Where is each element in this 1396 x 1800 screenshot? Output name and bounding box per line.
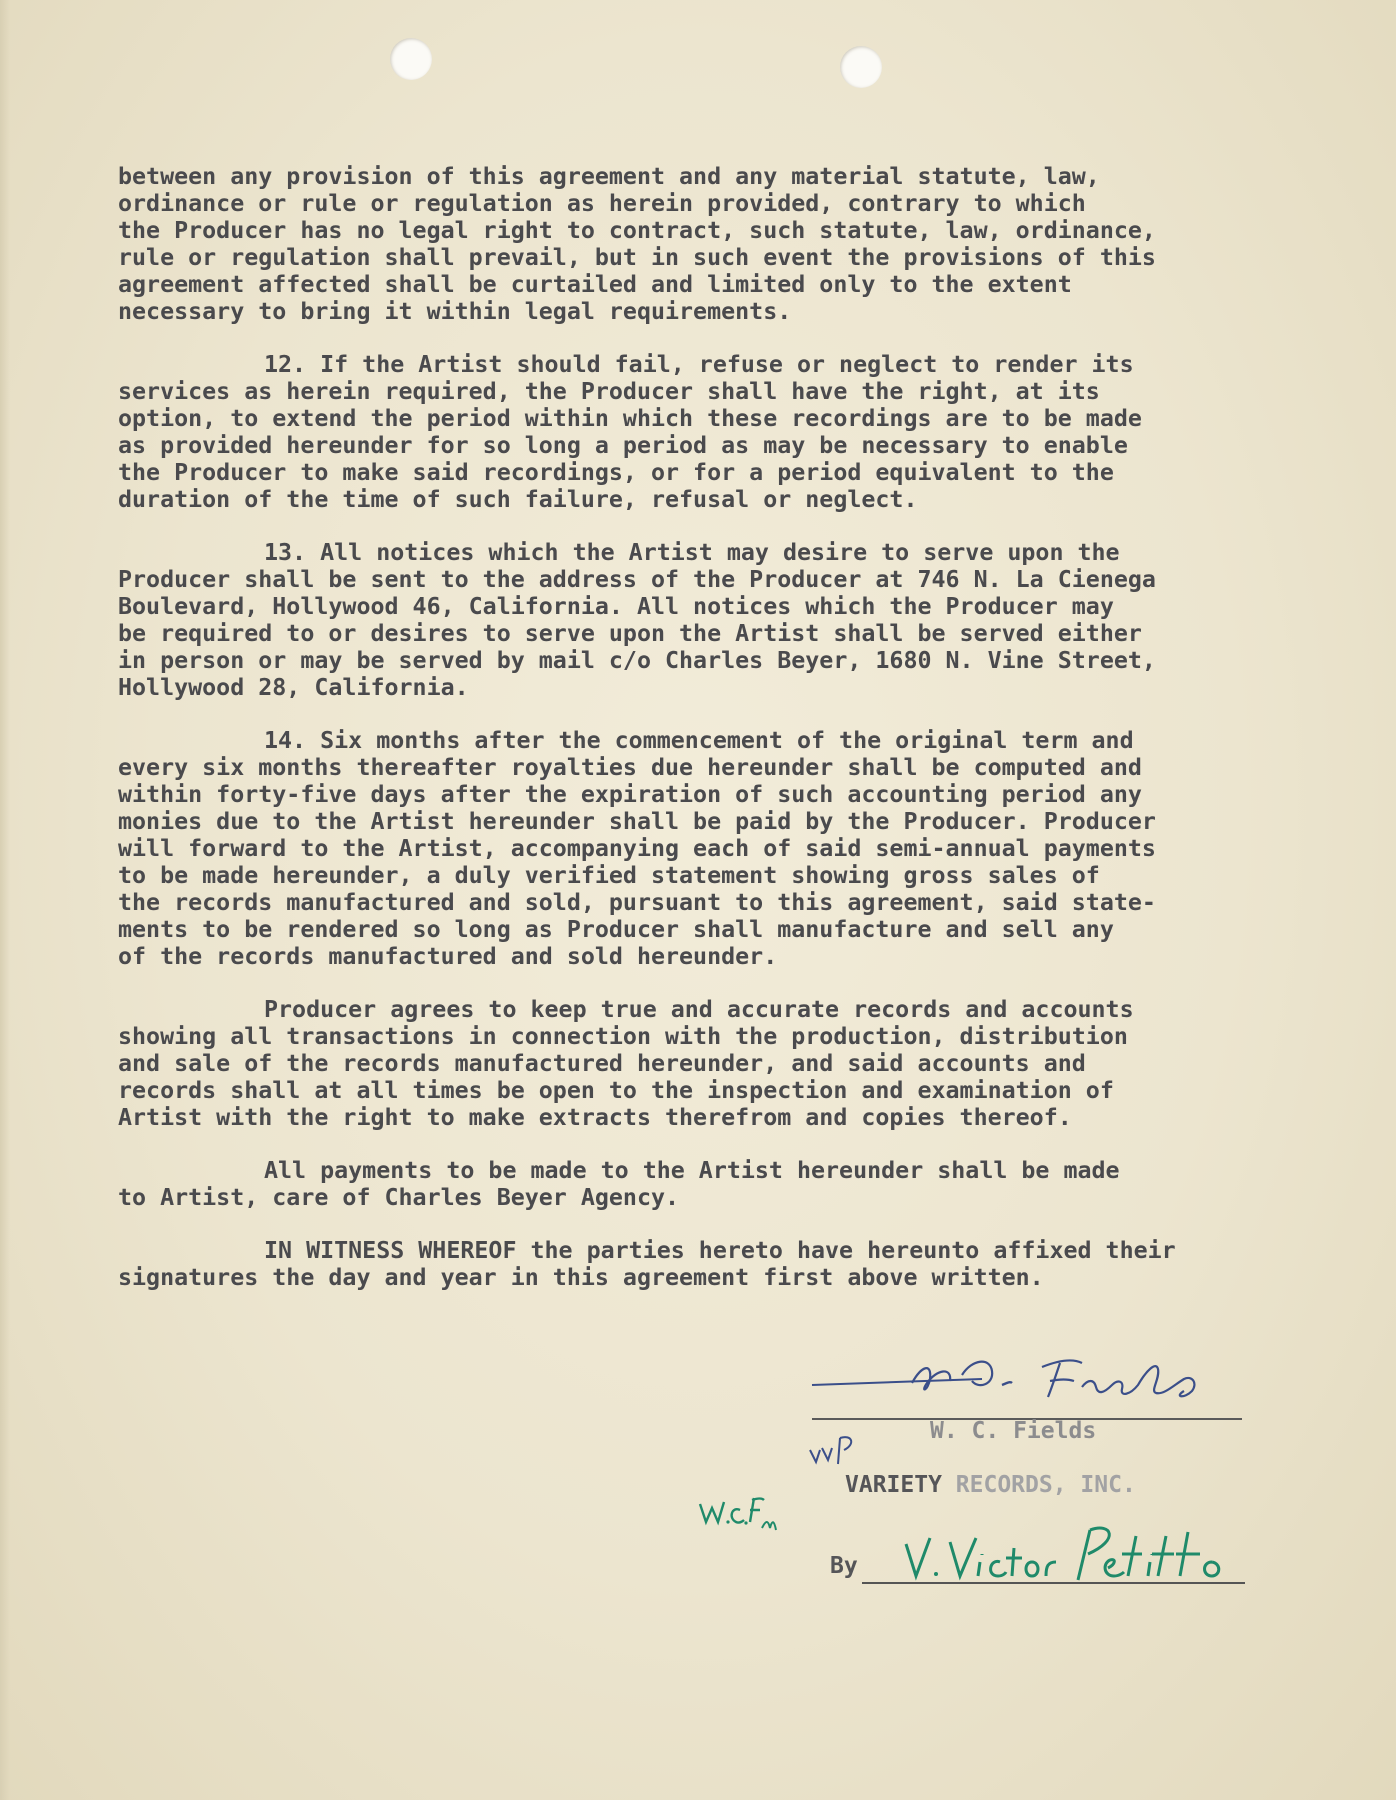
text-line: records shall at all times be open to the inspection and examination of <box>118 1077 1114 1104</box>
text-line: 13. All notices which the Artist may desire to serve upon the <box>264 539 1120 566</box>
paragraph <box>118 1237 1358 1291</box>
paragraph <box>118 996 1358 1131</box>
artist-name: W. C. Fields <box>930 1418 1097 1444</box>
text-line: and sale of the records manufactured hereunder, and said accounts and <box>118 1050 1086 1077</box>
text-line: Producer agrees to keep true and accurate records and accounts <box>264 996 1134 1023</box>
company-name-part1: VARIETY <box>845 1472 956 1498</box>
initials-green <box>698 1488 788 1538</box>
text-line: of the records manufactured and sold hereunder. <box>118 943 778 970</box>
text-line: ments to be rendered so long as Producer shall manufacture and sell any <box>118 916 1114 943</box>
text-line: ordinance or rule or regulation as herein provided, contrary to which <box>118 190 1086 217</box>
punch-hole <box>390 38 432 80</box>
company-signature-line <box>862 1582 1245 1584</box>
text-line: rule or regulation shall prevail, but in such event the provisions of this <box>118 244 1156 271</box>
initials-blue <box>808 1428 868 1468</box>
text-line: the Producer has no legal right to contract, such statute, law, ordinance, <box>118 217 1156 244</box>
text-line: Artist with the right to make extracts therefrom and copies thereof. <box>118 1104 1072 1131</box>
text-line: All payments to be made to the Artist hereunder shall be made <box>264 1157 1120 1184</box>
text-line: duration of the time of such failure, refusal or neglect. <box>118 486 918 513</box>
text-line: 14. Six months after the commencement of the original term and <box>264 727 1134 754</box>
company-name <box>845 1472 1136 1498</box>
paper-edge <box>0 0 10 1800</box>
company-signature <box>900 1518 1250 1598</box>
text-line: Hollywood 28, California. <box>118 674 469 701</box>
text-line: in person or may be served by mail c/o Charles Beyer, 1680 N. Vine Street, <box>118 647 1156 674</box>
text-line: necessary to bring it within legal requirements. <box>118 298 792 325</box>
company-name-part2: RECORDS, INC. <box>955 1472 1136 1498</box>
text-line: option, to extend the period within which these recordings are to be made <box>118 405 1142 432</box>
artist-signature <box>812 1345 1252 1425</box>
paragraph <box>118 163 1358 325</box>
punch-hole <box>840 46 882 88</box>
by-label: By <box>830 1553 858 1579</box>
text-line: the Producer to make said recordings, or for a period equivalent to the <box>118 459 1114 486</box>
text-line: will forward to the Artist, accompanying each of said semi-annual payments <box>118 835 1156 862</box>
text-line: 12. If the Artist should fail, refuse or neglect to render its <box>264 351 1134 378</box>
text-line: every six months thereafter royalties due hereunder shall be computed and <box>118 754 1142 781</box>
text-line: the records manufactured and sold, pursuant to this agreement, said state- <box>118 889 1156 916</box>
text-line: Producer shall be sent to the address of the Producer at 746 N. La Cienega <box>118 566 1156 593</box>
text-line: monies due to the Artist hereunder shall be paid by the Producer. Producer <box>118 808 1156 835</box>
contract-body <box>118 163 1358 1317</box>
paragraph <box>118 1157 1358 1211</box>
paragraph <box>118 351 1358 513</box>
text-line: within forty-five days after the expiration of such accounting period any <box>118 781 1142 808</box>
paragraph <box>118 727 1358 970</box>
text-line: signatures the day and year in this agreement first above written. <box>118 1264 1044 1291</box>
text-line: IN WITNESS WHEREOF the parties hereto have hereunto affixed their <box>264 1237 1176 1264</box>
text-line: to Artist, care of Charles Beyer Agency. <box>118 1184 680 1211</box>
text-line: Boulevard, Hollywood 46, California. All notices which the Producer may <box>118 593 1114 620</box>
text-line: agreement affected shall be curtailed and limited only to the extent <box>118 271 1072 298</box>
text-line: be required to or desires to serve upon the Artist shall be served either <box>118 620 1142 647</box>
text-line: showing all transactions in connection with the production, distribution <box>118 1023 1128 1050</box>
text-line: as provided hereunder for so long a period as may be necessary to enable <box>118 432 1128 459</box>
paragraph <box>118 539 1358 701</box>
text-line: between any provision of this agreement and any material statute, law, <box>118 163 1100 190</box>
text-line: services as herein required, the Producer shall have the right, at its <box>118 378 1100 405</box>
text-line: to be made hereunder, a duly verified statement showing gross sales of <box>118 862 1100 889</box>
